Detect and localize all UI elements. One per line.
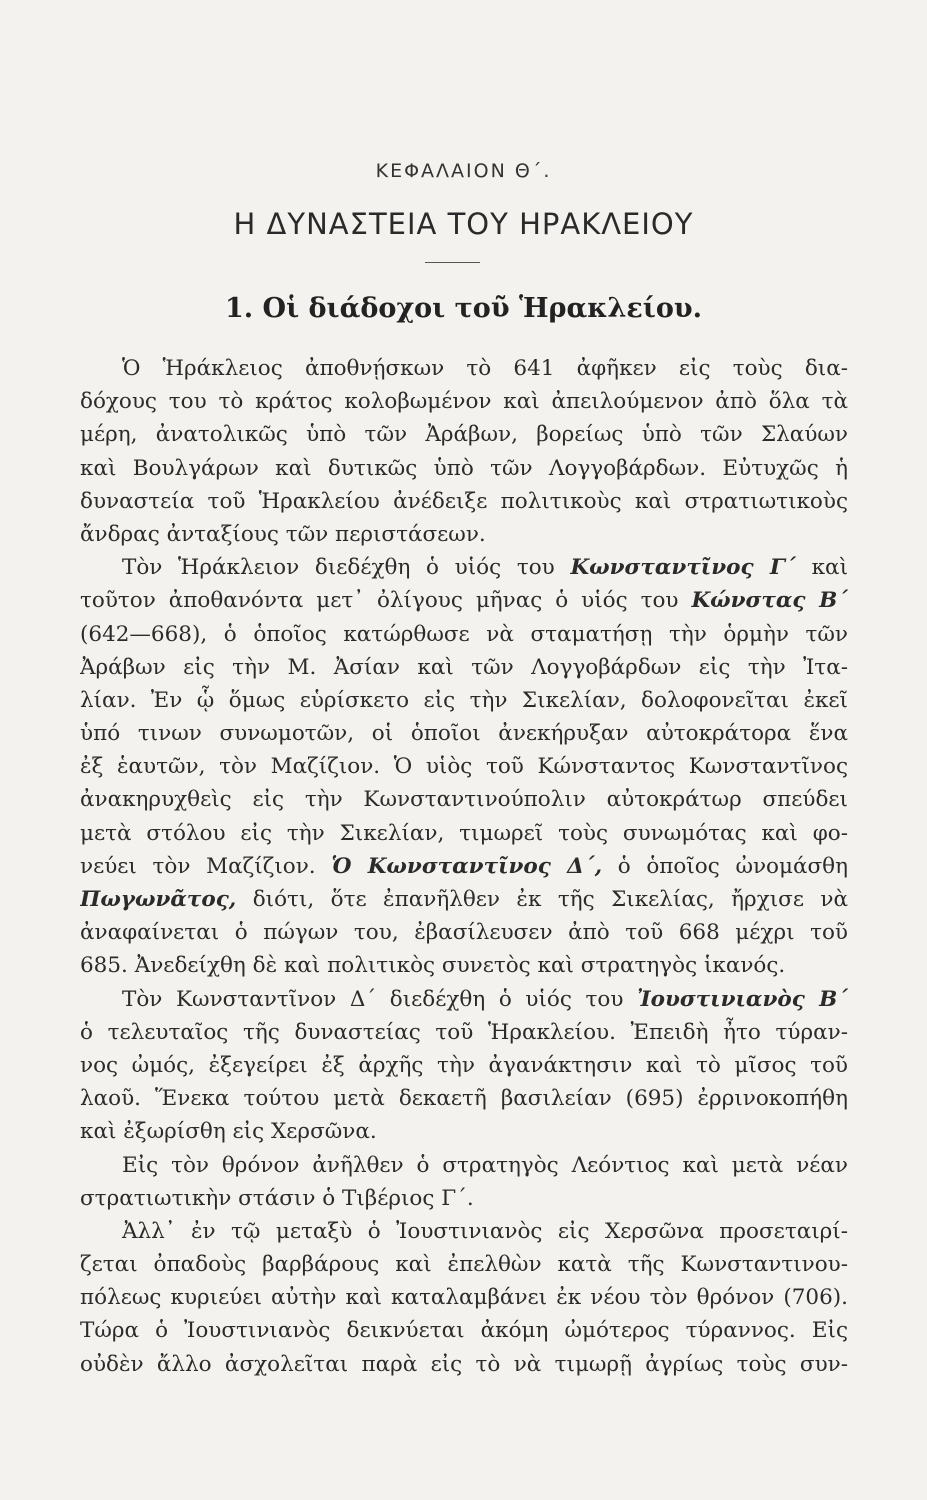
emphasis-name: Κωνσταντῖνος Γ΄ (570, 555, 796, 581)
text-fragment: Τὸν Κωνσταντῖνον Δ΄ διεδέχθη ὁ υἱός του (122, 986, 624, 1012)
text-line (80, 584, 848, 617)
text-line: ἀνακηρυχθεὶς εἰς τὴν Κωνσταντινούπολιν αὐτοκράτωρ σπεύδει (80, 787, 848, 813)
text-fragment: ὁ ὁποῖος ὠνομάσθη (602, 853, 848, 879)
text-line: δυναστεία τοῦ Ἡρακλείου ἀνέδειξε πολιτικοὺς καὶ στρατιωτικοὺς (80, 488, 848, 514)
text-line: πόλεως κυριεύει αὐτὴν καὶ καταλαμβάνει ἐκ νέου τὸν θρόνον (706). (80, 1285, 848, 1311)
body-text (80, 352, 848, 1381)
text-line: καὶ Βουλγάρων καὶ δυτικῶς ὑπὸ τῶν Λογγοβάρδων. Εὐτυχῶς ἡ (80, 455, 848, 481)
text-line: ἀναφαίνεται ὁ πώγων του, ἐβασίλευσεν ἀπὸ τοῦ 668 μέχρι τοῦ (80, 920, 848, 946)
emphasis-name: Κώνστας Β΄ (691, 588, 848, 614)
text-line: λαοῦ. Ἕνεκα τούτου μετὰ δεκαετῆ βασιλείαν (695) ἐρρινοκοπήθη (80, 1086, 848, 1112)
text-line: 685. Ἀνεδείχθη δὲ καὶ πολιτικὸς συνετὸς καὶ στρατηγὸς ἱκανός. (80, 953, 786, 979)
text-line: ἄνδρας ἀνταξίους τῶν περιστάσεων. (80, 521, 486, 547)
text-fragment: τοῦτον ἀποθανόντα μετ᾽ ὀλίγους μῆνας ὁ υἱός του (80, 588, 679, 614)
text-line: (642—668), ὁ ὁποῖος κατώρθωσε νὰ σταματήσῃ τὴν ὁρμὴν τῶν (80, 621, 848, 647)
text-line: οὐδὲν ἄλλο ἀσχολεῖται παρὰ εἰς τὸ νὰ τιμωρῇ ἀγρίως τοὺς συν- (80, 1351, 848, 1377)
text-line: στρατιωτικὴν στάσιν ὁ Τιβέριος Γ΄. (80, 1185, 474, 1211)
text-line: ὁ τελευταῖος τῆς δυναστείας τοῦ Ἡρακλείου. Ἐπειδὴ ἦτο τύραν- (80, 1019, 848, 1045)
text-line (80, 850, 848, 883)
text-line: Ἀράβων εἰς τὴν Μ. Ἀσίαν καὶ τῶν Λογγοβάρδων εἰς τὴν Ἰτα- (80, 654, 848, 680)
emphasis-name: Ἰουστινιανὸς Β΄ (637, 986, 848, 1012)
text-line: ζεται ὀπαδοὺς βαρβάρους καὶ ἐπελθὼν κατὰ τῆς Κωνσταντινου- (80, 1252, 848, 1278)
text-line: μετὰ στόλου εἰς τὴν Σικελίαν, τιμωρεῖ τοὺς συνωμότας καὶ φο- (80, 820, 848, 846)
text-line: Τώρα ὁ Ἰουστινιανὸς δεικνύεται ἀκόμη ὠμότερος τύραννος. Εἰς (80, 1318, 848, 1344)
text-line (80, 983, 848, 1016)
text-line: μέρη, ἀνατολικῶς ὑπὸ τῶν Ἀράβων, βορείως ὑπὸ τῶν Σλαύων (80, 422, 848, 448)
text-fragment: νεύει τὸν Μαζίζιον. (80, 853, 316, 879)
text-fragment: διότι, ὅτε ἐπανῆλθεν ἐκ τῆς Σικελίας, ἤρχισε νὰ (252, 887, 848, 912)
text-line: ὑπό τινων συνωμοτῶν, οἱ ὁποῖοι ἀνεκήρυξαν αὐτοκράτορα ἕνα (80, 721, 848, 747)
text-line: Ἀλλ᾽ ἐν τῷ μεταξὺ ὁ Ἰουστινιανὸς εἰς Χερσῶνα προσεταιρί- (122, 1218, 848, 1244)
text-line: λίαν. Ἐν ᾧ ὅμως εὑρίσκετο εἰς τὴν Σικελίαν, δολοφονεῖται ἐκεῖ (80, 687, 848, 713)
title-divider (425, 262, 480, 263)
text-line (80, 551, 848, 584)
chapter-title: Η ΔΥΝΑΣΤΕΙΑ ΤΟΥ ΗΡΑΚΛΕΙΟΥ (233, 207, 694, 241)
emphasis-name: Πωγωνᾶτος, (80, 887, 237, 912)
text-line: καὶ ἐξωρίσθη εἰς Χερσῶνα. (80, 1119, 377, 1145)
chapter-label: ΚΕΦΑΛΑΙΟΝ Θ΄. (375, 160, 552, 182)
text-fragment: Τὸν Ἡράκλειον διεδέχθη ὁ υἱός του (122, 555, 555, 581)
text-fragment: καὶ (811, 555, 848, 581)
text-line (80, 883, 848, 916)
text-line: δόχους του τὸ κράτος κολοβωμένον καὶ ἀπειλούμενον ἀπὸ ὅλα τὰ (80, 389, 848, 415)
text-line: Εἰς τὸν θρόνον ἀνῆλθεν ὁ στρατηγὸς Λεόντιος καὶ μετὰ νέαν (122, 1152, 848, 1178)
text-line: ἐξ ἑαυτῶν, τὸν Μαζίζιον. Ὁ υἱὸς τοῦ Κώνσταντος Κωνσταντῖνος (80, 754, 848, 780)
emphasis-name: Ὁ Κωνσταντῖνος Δ΄, (331, 853, 603, 879)
text-line: Ὁ Ἡράκλειος ἀποθνῄσκων τὸ 641 ἀφῆκεν εἰς τοὺς δια- (122, 356, 848, 381)
text-line: νος ὠμός, ἐξεγείρει ἐξ ἀρχῆς τὴν ἀγανάκτησιν καὶ τὸ μῖσος τοῦ (80, 1052, 848, 1078)
section-heading: 1. Οἱ διάδοχοι τοῦ Ἡρακλείου. (224, 293, 703, 324)
